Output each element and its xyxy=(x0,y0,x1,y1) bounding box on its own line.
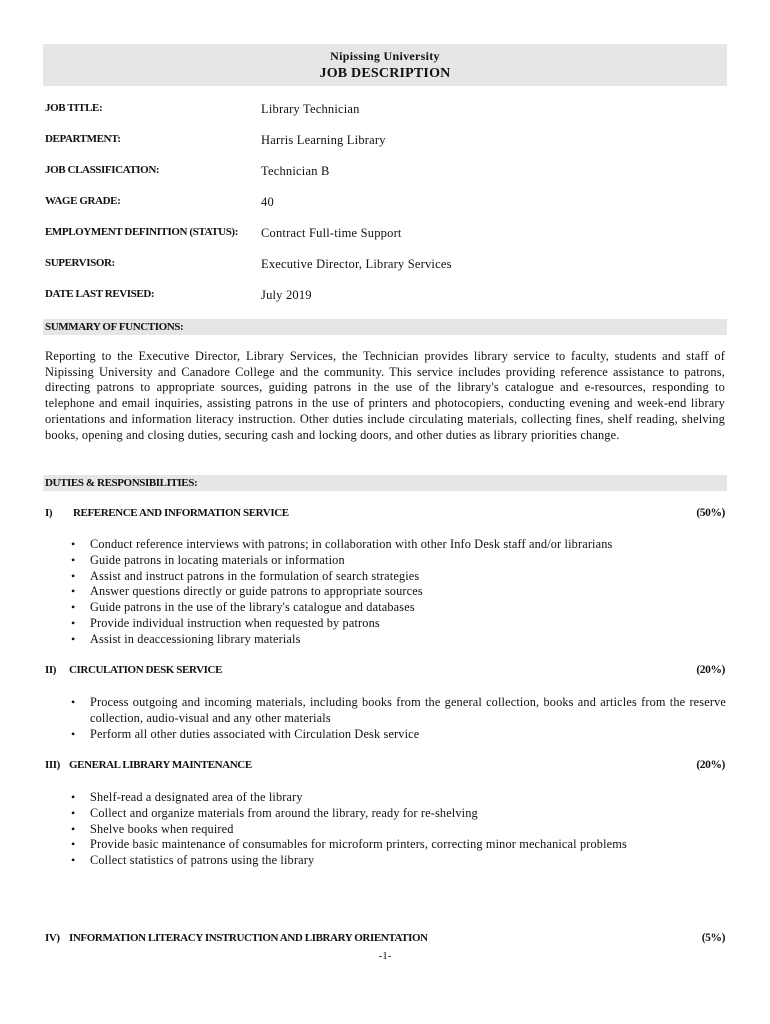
bullet-icon: • xyxy=(71,552,76,567)
summary-heading: SUMMARY OF FUNCTIONS: xyxy=(45,321,184,333)
field-label: DEPARTMENT: xyxy=(45,133,121,145)
field-value: 40 xyxy=(261,195,274,209)
list-item xyxy=(68,616,726,632)
list-item-text: Provide basic maintenance of consumables for microform printers, correcting minor mechanical problems xyxy=(90,837,627,852)
list-item-text: Guide patrons in locating materials or information xyxy=(90,552,345,567)
list-item xyxy=(68,727,726,743)
section-title: GENERAL LIBRARY MAINTENANCE xyxy=(69,759,252,771)
list-item xyxy=(68,584,726,600)
section-number: I) xyxy=(45,507,53,519)
bullet-icon: • xyxy=(71,790,76,804)
section-percent: (50%) xyxy=(696,507,725,519)
bullet-icon: • xyxy=(71,726,76,741)
field-label: DATE LAST REVISED: xyxy=(45,288,155,300)
field-value: Library Technician xyxy=(261,102,360,116)
duties-heading: DUTIES & RESPONSIBILITIES: xyxy=(45,477,198,489)
list-item xyxy=(68,632,726,648)
field-label: EMPLOYMENT DEFINITION (STATUS): xyxy=(45,226,238,238)
bullet-icon: • xyxy=(71,615,76,630)
list-item-text: Collect and organize materials from around the library, ready for re-shelving xyxy=(90,805,478,820)
section-number: IV) xyxy=(45,932,60,944)
list-item-text: Collect statistics of patrons using the library xyxy=(90,853,315,868)
bullet-icon: • xyxy=(71,584,76,599)
list-item-text: Guide patrons in the use of the library's catalogue and databases xyxy=(90,600,415,615)
list-item-text: Shelf-read a designated area of the library xyxy=(90,790,303,804)
field-label: JOB TITLE: xyxy=(45,102,103,114)
list-item xyxy=(68,600,726,616)
bullet-icon: • xyxy=(71,821,76,836)
list-item-text: Conduct reference interviews with patrons; in collaboration with other Info Desk staff and/or librarians xyxy=(90,537,613,551)
bullet-icon: • xyxy=(71,631,76,646)
list-item xyxy=(68,837,726,853)
document-header xyxy=(43,44,727,86)
list-item xyxy=(68,553,726,569)
section-title: CIRCULATION DESK SERVICE xyxy=(69,664,223,676)
bullet-icon: • xyxy=(71,695,76,709)
bullet-icon: • xyxy=(71,600,76,615)
section-percent: (20%) xyxy=(696,759,725,771)
list-item xyxy=(68,822,726,838)
list-item xyxy=(68,806,726,822)
section-percent: (5%) xyxy=(701,932,725,944)
field-value: Contract Full-time Support xyxy=(261,226,402,240)
field-value: Harris Learning Library xyxy=(261,133,386,147)
list-item-text: Answer questions directly or guide patrons to appropriate sources xyxy=(90,584,423,599)
list-item-text: Assist and instruct patrons in the formulation of search strategies xyxy=(90,568,420,583)
section-title: REFERENCE AND INFORMATION SERVICE xyxy=(73,507,289,519)
list-item-text: Assist in deaccessioning library materials xyxy=(90,631,301,646)
list-item xyxy=(68,569,726,585)
section-number: II) xyxy=(45,664,57,676)
field-value: July 2019 xyxy=(261,288,312,302)
field-label: WAGE GRADE: xyxy=(45,195,121,207)
bullet-icon: • xyxy=(71,837,76,852)
list-item-text: Process outgoing and incoming materials, including books from the general collection, books and articles from the reserve collection, audio-visual and any other materials xyxy=(90,695,726,725)
summary-heading-band xyxy=(43,319,727,335)
section-circulation-list xyxy=(68,695,726,742)
list-item-text: Shelve books when required xyxy=(90,821,234,836)
bullet-icon: • xyxy=(71,537,76,551)
list-item xyxy=(68,695,726,727)
list-item-text: Perform all other duties associated with Circulation Desk service xyxy=(90,726,420,741)
institution-name: Nipissing University xyxy=(330,49,440,63)
field-value: Technician B xyxy=(261,164,330,178)
section-reference-list xyxy=(68,537,726,648)
field-label: SUPERVISOR: xyxy=(45,257,115,269)
page-number: -1- xyxy=(378,950,392,962)
section-maintenance-list xyxy=(68,790,726,869)
section-number: III) xyxy=(45,759,60,771)
summary-paragraph: Reporting to the Executive Director, Library Services, the Technician provides library service to faculty, students and staff of Nipissing University and Canadore College and the community. This service includes providing reference assistance to patrons, directing patrons to appropriate sources, guiding patrons in the use of the library's catalogue and e-resources, responding to telephone and email inquiries, assisting patrons in the use of printers and photocopiers, conducting evening and week-end library orientations and information literacy instruction. Other duties include circulating materials, collecting fines, shelf reading, shelving books, opening and closing duties, securing cash and locking doors, and other duties as library priorities change. xyxy=(45,349,725,442)
list-item xyxy=(68,853,726,869)
list-item xyxy=(68,537,726,553)
section-title: INFORMATION LITERACY INSTRUCTION AND LIBRARY ORIENTATION xyxy=(69,932,428,944)
list-item xyxy=(68,790,726,806)
list-item-text: Provide individual instruction when requested by patrons xyxy=(90,615,380,630)
bullet-icon: • xyxy=(71,853,76,868)
document-title: JOB DESCRIPTION xyxy=(319,66,451,81)
bullet-icon: • xyxy=(71,805,76,820)
section-percent: (20%) xyxy=(696,664,725,676)
field-value: Executive Director, Library Services xyxy=(261,257,452,271)
field-label: JOB CLASSIFICATION: xyxy=(45,164,160,176)
bullet-icon: • xyxy=(71,568,76,583)
duties-heading-band xyxy=(43,475,727,491)
